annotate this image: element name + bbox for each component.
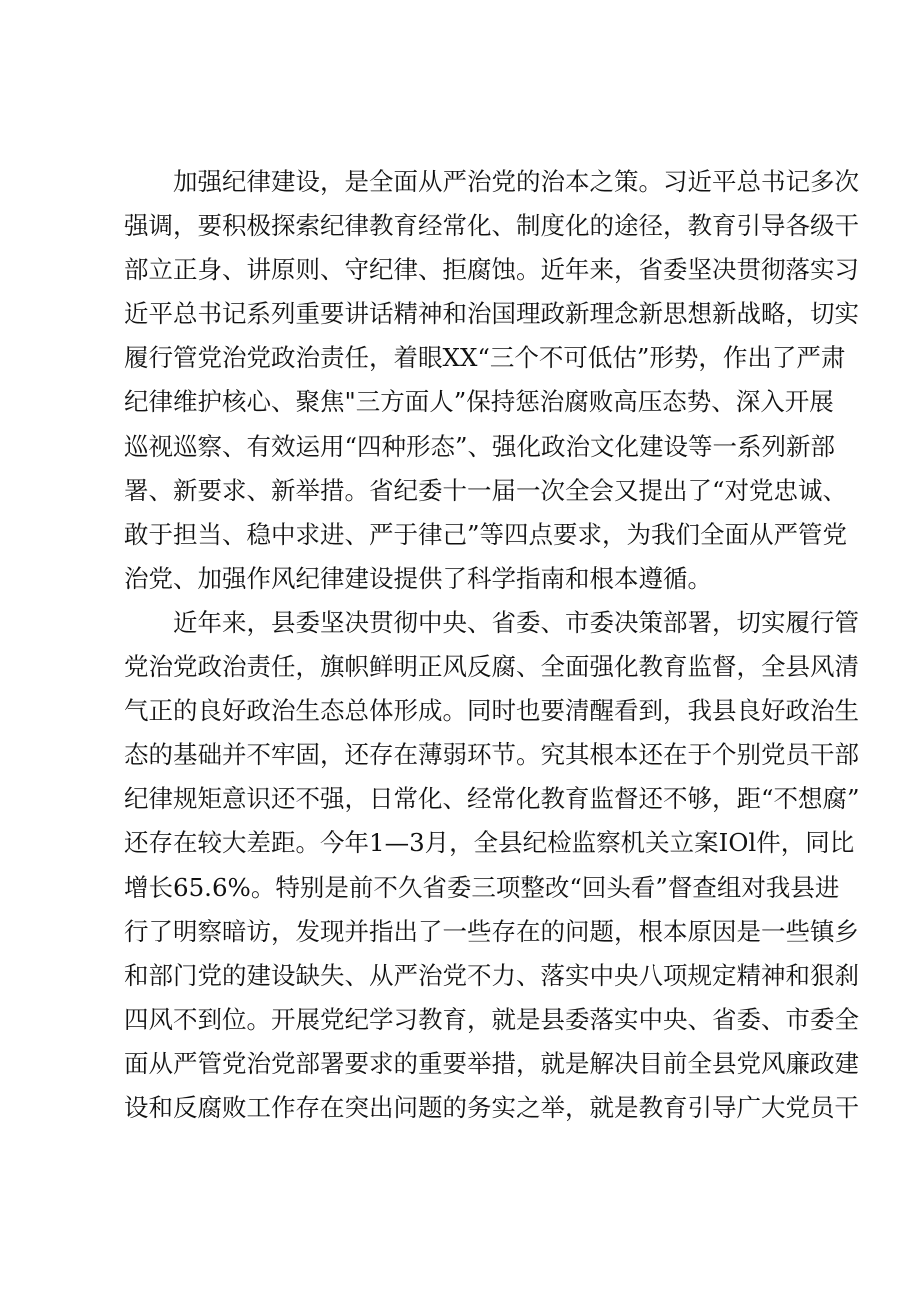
paragraph-line: 面从严管党治党部署要求的重要举措，就是解决目前全县党风廉政建 [124,1048,859,1078]
paragraph-line: 强调，要积极探索纪律教育经常化、制度化的途径，教育引导各级干 [124,211,859,241]
paragraph-line: 巡视巡察、有效运用“四种形态”、强化政治文化建设等一系列新部 [124,431,836,461]
paragraph-line: 署、新要求、新举措。省纪委十一届一次全会又提出了“对党忠诚、 [124,475,848,505]
paragraph-line: 气正的良好政治生态总体形成。同时也要清醒看到，我县良好政治生 [124,696,859,726]
paragraph-line: 态的基础并不牢固，还存在薄弱环节。究其根本还在于个别党员干部 [124,740,859,770]
paragraph-line: 和部门党的建设缺失、从严治党不力、落实中央八项规定精神和狠刹 [124,960,859,990]
paragraph-line: 敢于担当、稳中求进、严于律己”等四点要求，为我们全面从严管党 [124,519,848,549]
paragraph-line: 履行管党治党政治责任，着眼XX“三个不可低估”形势，作出了严肃 [124,343,846,373]
document-body [124,160,860,1130]
paragraph-line: 行了明察暗访，发现并指出了一些存在的问题，根本原因是一些镇乡 [124,916,859,946]
paragraph-line: 纪律维护核心、聚焦"三方面人”保持惩治腐败高压态势、深入开展 [124,387,834,417]
paragraph-line: 党治党政治责任，旗帜鲜明正风反腐、全面强化教育监督，全县风清 [124,652,859,682]
paragraph-line: 部立正身、讲原则、守纪律、拒腐蚀。近年来，省委坚决贯彻落实习 [124,255,859,285]
paragraph-line: 增长65.6%。特别是前不久省委三项整改“回头看”督查组对我县进 [124,872,840,902]
paragraph-line: 四风不到位。开展党纪学习教育，就是县委落实中央、省委、市委全 [124,1004,859,1034]
paragraph-line: 加强纪律建设，是全面从严治党的治本之策。习近平总书记多次 [173,167,859,196]
paragraph-2 [124,601,860,1130]
paragraph-line: 还存在较大差距。今年1—3月，全县纪检监察机关立案IOl件，同比 [124,828,855,858]
paragraph-1 [124,160,859,601]
paragraph-line: 设和反腐败工作存在突出问题的务实之举，就是教育引导广大党员干 [124,1092,859,1122]
paragraph-line: 近平总书记系列重要讲话精神和治国理政新理念新思想新战略，切实 [124,299,859,329]
paragraph-line: 纪律规矩意识还不强，日常化、经常化教育监督还不够，距“不想腐” [124,784,860,814]
paragraph-line: 治党、加强作风纪律建设提供了科学指南和根本遵循。 [124,563,712,593]
paragraph-line: 近年来，县委坚决贯彻中央、省委、市委决策部署，切实履行管 [173,607,859,637]
